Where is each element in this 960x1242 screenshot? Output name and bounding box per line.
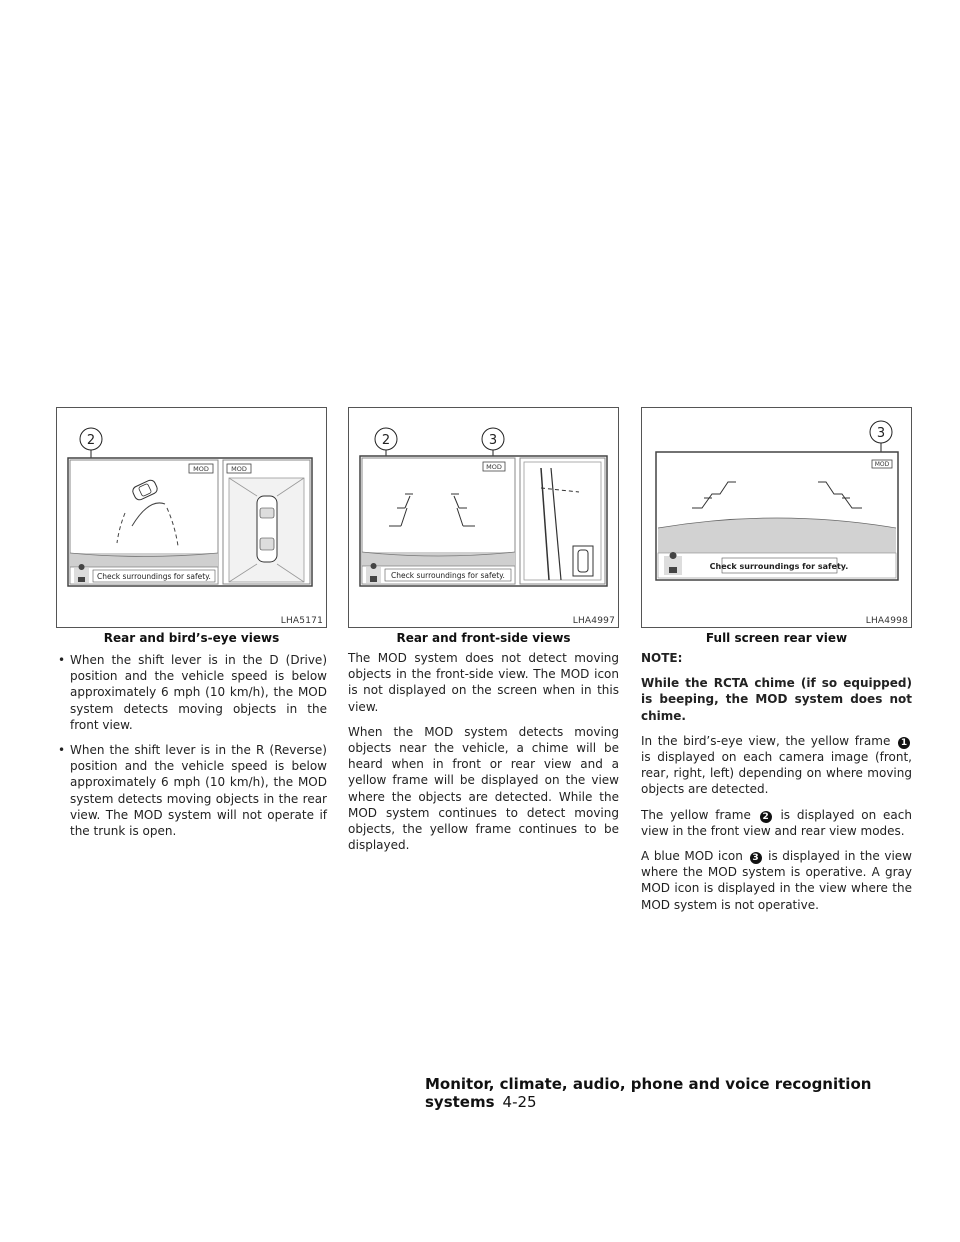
callout-3: 3	[876, 426, 886, 441]
figure-caption: Rear and bird’s-eye views	[103, 631, 280, 645]
mod-icon-label: MOD	[231, 465, 247, 473]
paragraph: When the MOD system detects moving objects near the vehicle, a chime will be heard when in front or rear view and a yellow frame will be displayed on the view where the objects are detected. While the MOD system continues to detect moving objects, the yellow frame continues to be displayed.	[348, 724, 619, 853]
figure-caption: Rear and front-side views	[396, 631, 571, 645]
bullet-text: When the shift lever is in the R (Reverse) position and the vehicle speed is below approximately 6 mph (10 km/h), the MOD system detects moving objects in the rear view. The MOD system will not operate if the trunk is open.	[70, 743, 327, 839]
mod-icon-label: MOD	[193, 465, 209, 473]
banner-text: Check surroundings for safety.	[709, 562, 849, 571]
figure-code: LHA5171	[280, 616, 323, 626]
figure-rear-birds-eye	[56, 407, 327, 628]
bullet-item	[56, 742, 327, 839]
banner-text: Check surroundings for safety.	[97, 572, 211, 581]
paragraph	[641, 733, 912, 798]
callout-2: 2	[381, 433, 391, 448]
figure-rear-front-side-illustration	[349, 408, 618, 627]
callout-3: 3	[488, 433, 498, 448]
bullet-glyph: •	[58, 653, 66, 667]
paragraph-text: The yellow frame	[641, 807, 751, 822]
bullet-item	[56, 652, 327, 733]
paragraph	[641, 848, 912, 913]
paragraph	[641, 807, 912, 839]
page-number: 4-25	[502, 1093, 537, 1111]
note-label: NOTE:	[641, 651, 683, 665]
figure-rear-birds-eye-illustration	[57, 408, 326, 627]
figure-rear-front-side	[348, 407, 619, 628]
paragraph-text: is displayed in the view where the MOD system is operative. A gray MOD icon is displayed in the view where the MOD system is not operative.	[641, 849, 912, 912]
section-title: Monitor, climate, audio, phone and voice recognition systems	[425, 1075, 872, 1111]
figure-full-screen-rear-illustration	[642, 408, 911, 627]
figure-caption: Full screen rear view	[705, 631, 848, 645]
column-3	[641, 650, 912, 922]
banner-text: Check surroundings for safety.	[391, 571, 505, 580]
paragraph-text: is displayed on each view in the front view and rear view modes.	[641, 807, 912, 838]
paragraph-text: is displayed on each camera image (front, rear, right, left) depending on where moving objects are detected.	[641, 750, 912, 797]
bullet-glyph: •	[58, 743, 66, 758]
bullet-text: When the shift lever is in the D (Drive) position and the vehicle speed is below approximately 6 mph (10 km/h), the MOD system detects moving objects in the front view.	[70, 653, 327, 732]
paragraph-text: A blue MOD icon	[641, 849, 743, 864]
callout-badge: 2	[760, 811, 772, 823]
page-footer	[425, 1075, 925, 1111]
mod-icon-label: MOD	[486, 463, 502, 471]
callout-badge: 3	[750, 852, 762, 864]
callout-badge: 1	[898, 737, 910, 749]
figure-code: LHA4997	[572, 616, 615, 626]
paragraph: The MOD system does not detect moving objects in the front-side view. The MOD icon is not displayed on the screen when in this view.	[348, 651, 619, 714]
callout-2: 2	[86, 433, 96, 448]
figure-full-screen-rear	[641, 407, 912, 628]
column-2	[348, 650, 619, 862]
mod-icon-label: MOD	[874, 461, 890, 468]
figure-code: LHA4998	[865, 616, 908, 626]
paragraph-text: In the bird’s-eye view, the yellow frame	[641, 733, 891, 748]
note-text: While the RCTA chime (if so equipped) is beeping, the MOD system does not chime.	[641, 676, 912, 723]
column-1	[56, 652, 327, 848]
